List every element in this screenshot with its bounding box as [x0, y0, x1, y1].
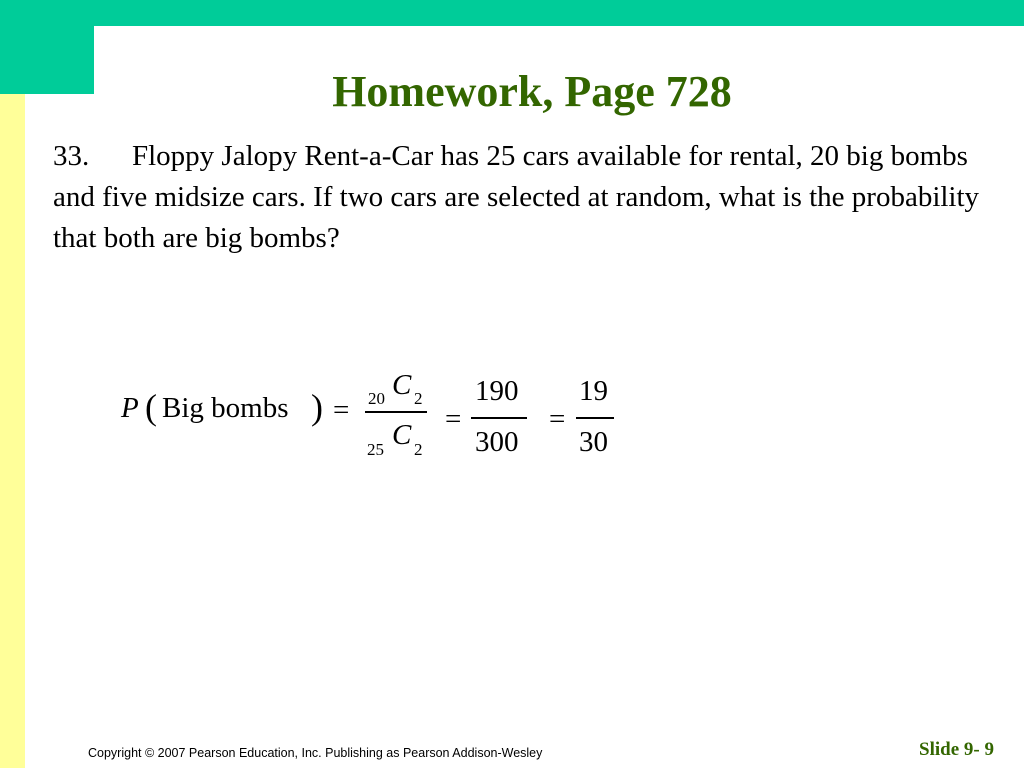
denominator-3: 30 — [579, 426, 608, 458]
problem-number: 33. — [53, 140, 90, 172]
left-side-bar — [0, 94, 25, 768]
numerator-1-c: C — [392, 369, 412, 401]
denominator-1-n: 25 — [367, 440, 384, 459]
slide-number: Slide 9- 9 — [919, 739, 994, 760]
denominator-1-r: 2 — [414, 440, 423, 459]
formula-close-paren: ) — [311, 387, 323, 427]
problem-statement — [53, 136, 1003, 259]
denominator-2: 300 — [475, 426, 519, 458]
formula-event: Big bombs — [162, 392, 289, 424]
denominator-1-c: C — [392, 419, 412, 451]
top-accent-bar — [0, 0, 1024, 26]
slide-title: Homework, Page 728 — [332, 67, 732, 116]
formula-equals-1: = — [333, 394, 350, 426]
formula-open-paren: ( — [145, 387, 157, 427]
fraction-bar-1 — [365, 411, 427, 413]
formula-equals-3: = — [549, 403, 566, 435]
numerator-1-n: 20 — [368, 389, 385, 408]
copyright-footer: Copyright © 2007 Pearson Education, Inc. Publishing as Pearson Addison-Wesley — [88, 746, 543, 760]
numerator-2: 190 — [475, 375, 519, 407]
fraction-bar-3 — [576, 417, 614, 419]
numerator-1-r: 2 — [414, 389, 423, 408]
fraction-bar-2 — [471, 417, 527, 419]
problem-text: Floppy Jalopy Rent-a-Car has 25 cars available for rental, 20 big bombs and five midsize cars. If two cars are selected at random, what is the probability that both are big bombs? — [53, 140, 980, 254]
numerator-3: 19 — [579, 375, 608, 407]
formula-equals-2: = — [445, 403, 462, 435]
formula-p: P — [121, 392, 139, 424]
